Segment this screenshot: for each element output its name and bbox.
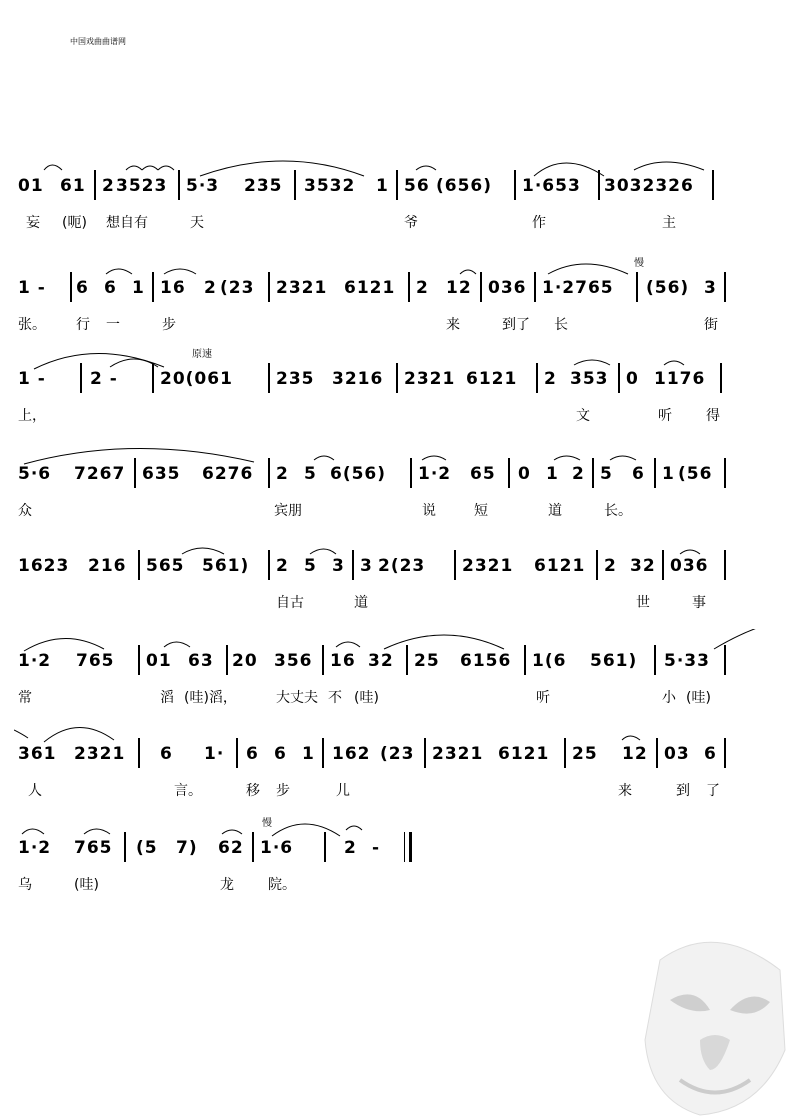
note-group: 1(6 <box>532 651 567 671</box>
note-group: 6 <box>76 278 89 298</box>
note-group: 1·2765 <box>542 278 614 298</box>
note-group: 1 - <box>18 369 46 389</box>
note-group: 5 <box>600 464 613 484</box>
lyric: 作 <box>532 215 546 231</box>
note-group: 356 <box>274 651 313 671</box>
lyric: 院。 <box>268 877 296 893</box>
lyrics-line <box>14 405 734 423</box>
lyric: (呃) <box>62 215 87 231</box>
lyric: 宾朋 <box>274 503 302 519</box>
lyric: (哇)滔， <box>184 690 237 706</box>
note-group: 1·2 <box>18 651 52 671</box>
note-group: 6 <box>246 744 259 764</box>
lyric: 爷 <box>404 215 418 231</box>
note-group: 2321 <box>74 744 126 764</box>
note-group: 3216 <box>332 369 384 389</box>
note-group: 3532 <box>304 176 356 196</box>
note-group: 1 <box>546 464 559 484</box>
note-group: 561) <box>590 651 638 671</box>
lyric: 张。 <box>18 317 46 333</box>
note-group: 6121 <box>344 278 396 298</box>
site-name: 中国戏曲曲谱网 <box>70 37 126 46</box>
note-group: 036 <box>488 278 527 298</box>
slur-lines <box>14 260 734 280</box>
note-group: 162 <box>332 744 371 764</box>
tempo-mark: 慢 <box>634 258 644 269</box>
lyric: 街 <box>704 317 718 333</box>
lyrics-line <box>14 500 734 518</box>
note-group: 2 <box>204 278 217 298</box>
lyric: 小 <box>662 690 676 706</box>
note-group: 1 <box>376 176 389 196</box>
note-group: 25 <box>414 651 440 671</box>
lyric: 来 <box>446 317 460 333</box>
lyric: 步 <box>276 783 290 799</box>
lyric: 不 <box>328 690 342 706</box>
note-group: 2 <box>544 369 557 389</box>
lyric: 言。 <box>174 783 202 799</box>
note-group: (23 <box>220 278 255 298</box>
lyric: 道 <box>548 503 562 519</box>
lyric: 说 <box>422 503 436 519</box>
note-group: (656) <box>436 176 493 196</box>
lyric: 众 <box>18 503 32 519</box>
lyric: (哇) <box>74 877 99 893</box>
note-group: 036 <box>670 556 709 576</box>
note-group: 6121 <box>498 744 550 764</box>
note-group: 5·3 <box>186 176 220 196</box>
note-group: 765 <box>74 838 113 858</box>
note-group: 1 <box>662 464 675 484</box>
note-group: 1·2 <box>418 464 452 484</box>
lyrics-line <box>14 874 734 892</box>
lyric: 上， <box>18 408 46 424</box>
note-group: 5 <box>304 464 317 484</box>
slur-lines <box>14 720 734 746</box>
lyric: 乌 <box>18 877 32 893</box>
note-group: 5 <box>304 556 317 576</box>
note-group: 3 <box>360 556 373 576</box>
note-group: 1 - <box>18 278 46 298</box>
lyric: 到了 <box>502 317 530 333</box>
tempo-mark: 慢 <box>262 818 272 829</box>
note-group: 2 <box>572 464 585 484</box>
lyric: 步 <box>162 317 176 333</box>
lyric: 大丈夫 <box>276 690 318 706</box>
lyric: 主 <box>662 215 676 231</box>
note-group: 1·653 <box>522 176 581 196</box>
note-group: 2321 <box>276 278 328 298</box>
note-group: 6(56) <box>330 464 387 484</box>
note-group: 2(23 <box>378 556 426 576</box>
note-group: 635 <box>142 464 181 484</box>
lyric: 想自有 <box>106 215 148 231</box>
note-group: 6276 <box>202 464 254 484</box>
note-group: 2 <box>276 464 289 484</box>
slur-lines <box>14 158 734 178</box>
note-group: 03 <box>664 744 690 764</box>
lyrics-line <box>14 314 734 332</box>
lyric: 听 <box>658 408 672 424</box>
note-group: 6 <box>104 278 117 298</box>
note-group: 7267 <box>74 464 126 484</box>
slur-lines <box>14 440 734 466</box>
note-group: 12 <box>622 744 648 764</box>
note-group: 565 <box>146 556 185 576</box>
note-group: 25 <box>572 744 598 764</box>
note-group: 235 <box>276 369 315 389</box>
slur-lines <box>14 629 790 653</box>
note-group: - <box>372 838 381 858</box>
note-group: 32 <box>630 556 656 576</box>
note-group: 6121 <box>466 369 518 389</box>
opera-mask-watermark <box>640 930 790 1119</box>
lyric: 行 <box>76 317 90 333</box>
note-group: 56 <box>404 176 430 196</box>
slur-lines <box>14 343 734 371</box>
note-group: 2321 <box>462 556 514 576</box>
lyric: 道 <box>354 595 368 611</box>
note-group: 65 <box>470 464 496 484</box>
note-group: 1 <box>302 744 315 764</box>
slur-lines <box>14 538 734 558</box>
lyric: 来 <box>618 783 632 799</box>
lyric: 短 <box>474 503 488 519</box>
note-group: 216 <box>88 556 127 576</box>
note-group: 62 <box>218 838 244 858</box>
lyric: 龙 <box>220 877 234 893</box>
note-group: 3032326 <box>604 176 694 196</box>
lyric: 长 <box>554 317 568 333</box>
lyric: 长。 <box>604 503 632 519</box>
note-group: 0 <box>626 369 639 389</box>
note-group: (56) <box>646 278 690 298</box>
note-group: (5 <box>136 838 158 858</box>
note-group: 63 <box>188 651 214 671</box>
lyric: 到 <box>676 783 690 799</box>
note-group: 5·33 <box>664 651 710 671</box>
note-group: 2 <box>276 556 289 576</box>
note-group: 765 <box>76 651 115 671</box>
note-group: 32 <box>368 651 394 671</box>
note-group: 3 <box>332 556 345 576</box>
note-group: 6 <box>632 464 645 484</box>
lyrics-line <box>14 780 734 798</box>
lyric: 自古 <box>276 595 304 611</box>
note-group: 2 <box>344 838 357 858</box>
note-group: 2 - <box>90 369 118 389</box>
lyric: 滔 <box>160 690 174 706</box>
note-group: 2 <box>604 556 617 576</box>
lyrics-line <box>14 687 734 705</box>
lyric: 妄 <box>26 215 40 231</box>
note-group: 2321 <box>432 744 484 764</box>
lyric: 文 <box>576 408 590 424</box>
note-group: (23 <box>380 744 415 764</box>
tempo-mark: 原速 <box>192 349 212 360</box>
note-group: 12 <box>446 278 472 298</box>
note-group: 6 <box>160 744 173 764</box>
note-group: 20 <box>232 651 258 671</box>
lyrics-line <box>14 592 734 610</box>
lyric: 听 <box>536 690 550 706</box>
lyric: 常 <box>18 690 32 706</box>
note-group: 235 <box>244 176 283 196</box>
lyric: 人 <box>28 783 42 799</box>
note-group: 561) <box>202 556 250 576</box>
note-group: 6156 <box>460 651 512 671</box>
note-group: 353 <box>570 369 609 389</box>
note-group: 1·2 <box>18 838 52 858</box>
note-group: (56 <box>678 464 713 484</box>
note-group: 20(061 <box>160 369 233 389</box>
note-group: 7) <box>176 838 198 858</box>
lyric: 移 <box>246 783 260 799</box>
note-group: 2321 <box>404 369 456 389</box>
note-group: 2 <box>416 278 429 298</box>
note-group: 1 <box>132 278 145 298</box>
lyric: 世 <box>636 595 650 611</box>
lyric: 儿 <box>336 783 350 799</box>
lyric: 天 <box>190 215 204 231</box>
note-group: 5·6 <box>18 464 52 484</box>
lyric: 得 <box>706 408 720 424</box>
note-group: 16 <box>160 278 186 298</box>
note-group: 6 <box>704 744 717 764</box>
lyric: 事 <box>692 595 706 611</box>
note-group: 6121 <box>534 556 586 576</box>
slur-lines <box>14 816 734 840</box>
note-group: 3523 <box>116 176 168 196</box>
lyric: (哇) <box>354 690 379 706</box>
note-group: 1· <box>204 744 225 764</box>
lyric: 一 <box>106 317 120 333</box>
lyric: (哇) <box>686 690 711 706</box>
note-group: 0 <box>518 464 531 484</box>
lyrics-line <box>14 212 734 230</box>
note-group: 361 <box>18 744 57 764</box>
note-group: 1·6 <box>260 838 294 858</box>
note-group: 16 <box>330 651 356 671</box>
note-group: 6 <box>274 744 287 764</box>
note-group: 2 <box>102 176 115 196</box>
note-group: 1176 <box>654 369 706 389</box>
lyric: 了 <box>706 783 720 799</box>
note-group: 1623 <box>18 556 70 576</box>
note-group: 3 <box>704 278 717 298</box>
note-group: 61 <box>60 176 86 196</box>
note-group: 01 <box>18 176 44 196</box>
note-group: 01 <box>146 651 172 671</box>
